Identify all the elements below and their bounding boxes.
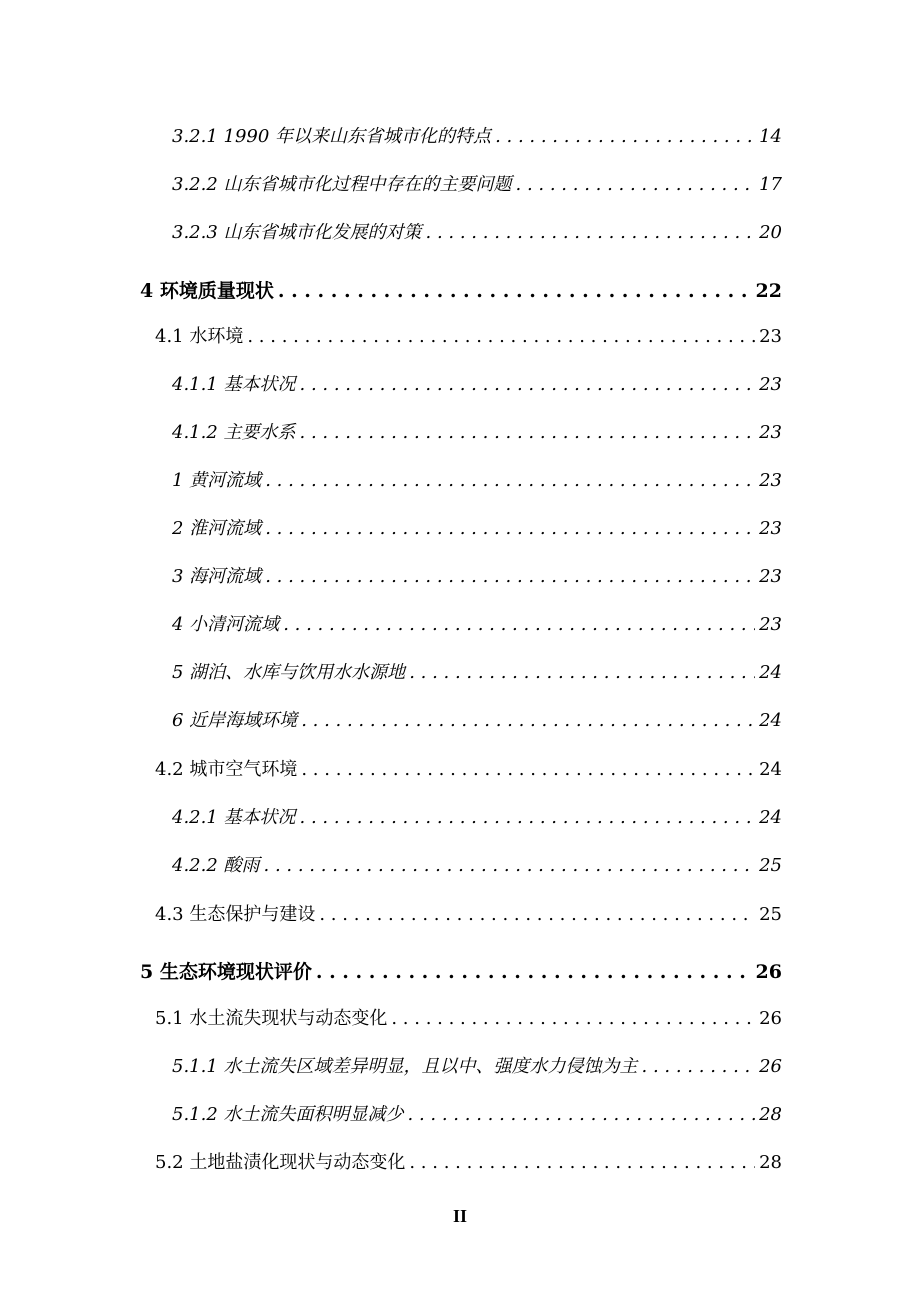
toc-entry-title: 6 近岸海域环境	[172, 710, 298, 731]
toc-entry-title: 4.2.1 基本状况	[172, 807, 296, 828]
toc-entry[interactable]	[172, 706, 782, 736]
toc-entry-title: 4.1.2 主要水系	[172, 422, 296, 443]
toc-entry-title: 5.1.1 水土流失区域差异明显，且以中、强度水力侵蚀为主	[172, 1056, 638, 1077]
toc-entry-page: 23	[759, 374, 782, 395]
toc-entry-page: 22	[755, 280, 782, 302]
dot-leader	[265, 566, 755, 587]
toc-entry-page: 24	[759, 807, 782, 828]
toc-entry[interactable]	[172, 170, 782, 200]
toc-entry-title: 5.2 土地盐渍化现状与动态变化	[155, 1152, 406, 1173]
toc-entry-page: 23	[759, 518, 782, 539]
dot-leader	[426, 222, 756, 243]
toc-entry-title: 4.2 城市空气环境	[155, 759, 298, 780]
toc-entry[interactable]	[172, 122, 782, 152]
toc-entry-title: 4.1 水环境	[155, 326, 244, 347]
toc-entry-page: 25	[759, 904, 782, 925]
dot-leader	[495, 126, 755, 147]
toc-entry[interactable]	[172, 466, 782, 496]
dot-leader	[265, 470, 755, 491]
toc-entry-page: 23	[759, 566, 782, 587]
toc-entry-title: 4 环境质量现状	[140, 280, 274, 302]
toc-entry-title: 2 淮河流域	[172, 518, 262, 539]
page-number: II	[452, 1206, 467, 1226]
toc-entry[interactable]	[172, 658, 782, 688]
toc-entry-title: 5.1.2 水土流失面积明显减少	[172, 1104, 404, 1125]
dot-leader	[278, 280, 752, 302]
toc-entry-page: 23	[759, 614, 782, 635]
toc-entry[interactable]	[172, 562, 782, 592]
dot-leader	[300, 374, 756, 395]
toc-entry-title: 1 黄河流域	[172, 470, 262, 491]
dot-leader	[283, 614, 755, 635]
dot-leader	[408, 1104, 756, 1125]
toc-entry[interactable]	[172, 218, 782, 248]
toc-section-entry[interactable]	[155, 1004, 782, 1034]
toc-entry[interactable]	[172, 1100, 782, 1130]
toc-entry-page: 23	[759, 422, 782, 443]
toc-entry[interactable]	[172, 514, 782, 544]
toc-entry-page: 26	[759, 1008, 782, 1029]
toc-entry-page: 14	[759, 126, 782, 147]
dot-leader	[516, 174, 756, 195]
toc-entry[interactable]	[172, 418, 782, 448]
toc-entry-title: 3.2.3 山东省城市化发展的对策	[172, 222, 422, 243]
toc-entry-page: 20	[759, 222, 782, 243]
toc-entry-page: 23	[759, 326, 782, 347]
toc-entry-title: 5 湖泊、水库与饮用水水源地	[172, 662, 406, 683]
toc-entry-page: 23	[759, 470, 782, 491]
toc-entry-title: 4.1.1 基本状况	[172, 374, 296, 395]
toc-section-entry[interactable]	[155, 1148, 782, 1178]
dot-leader	[247, 326, 755, 347]
toc-entry-page: 26	[755, 961, 782, 983]
toc-entry-page: 24	[759, 759, 782, 780]
dot-leader	[300, 807, 756, 828]
toc-entry-page: 28	[759, 1104, 782, 1125]
toc-entry-title: 4 小清河流域	[172, 614, 280, 635]
dot-leader	[409, 1152, 755, 1173]
dot-leader	[301, 710, 755, 731]
toc-section-entry[interactable]	[155, 755, 782, 785]
dot-leader	[391, 1008, 755, 1029]
toc-entry[interactable]	[172, 1052, 782, 1082]
dot-leader	[301, 759, 755, 780]
toc-entry-page: 25	[759, 855, 782, 876]
toc-entry-page: 28	[759, 1152, 782, 1173]
dot-leader	[264, 855, 756, 876]
dot-leader	[642, 1056, 756, 1077]
toc-entry-title: 3.2.1 1990 年以来山东省城市化的特点	[172, 126, 492, 147]
toc-entry-title: 4.3 生态保护与建设	[155, 904, 316, 925]
dot-leader	[265, 518, 755, 539]
toc-chapter-entry[interactable]	[140, 276, 782, 306]
toc-entry-title: 5 生态环境现状评价	[140, 961, 312, 983]
toc-entry-page: 24	[759, 710, 782, 731]
toc-entry[interactable]	[172, 610, 782, 640]
toc-entry-page: 26	[759, 1056, 782, 1077]
toc-entry[interactable]	[172, 851, 782, 881]
dot-leader	[300, 422, 756, 443]
dot-leader	[409, 662, 755, 683]
toc-entry-title: 4.2.2 酸雨	[172, 855, 260, 876]
toc-section-entry[interactable]	[155, 900, 782, 930]
toc-entry-title: 5.1 水土流失现状与动态变化	[155, 1008, 388, 1029]
toc-entry-page: 17	[759, 174, 782, 195]
toc-chapter-entry[interactable]	[140, 957, 782, 987]
toc-entry-title: 3.2.2 山东省城市化过程中存在的主要问题	[172, 174, 512, 195]
toc-entry-title: 3 海河流域	[172, 566, 262, 587]
toc-section-entry[interactable]	[155, 322, 782, 352]
toc-entry[interactable]	[172, 803, 782, 833]
dot-leader	[319, 904, 755, 925]
toc-entry[interactable]	[172, 370, 782, 400]
dot-leader	[316, 961, 752, 983]
toc-entry-page: 24	[759, 662, 782, 683]
